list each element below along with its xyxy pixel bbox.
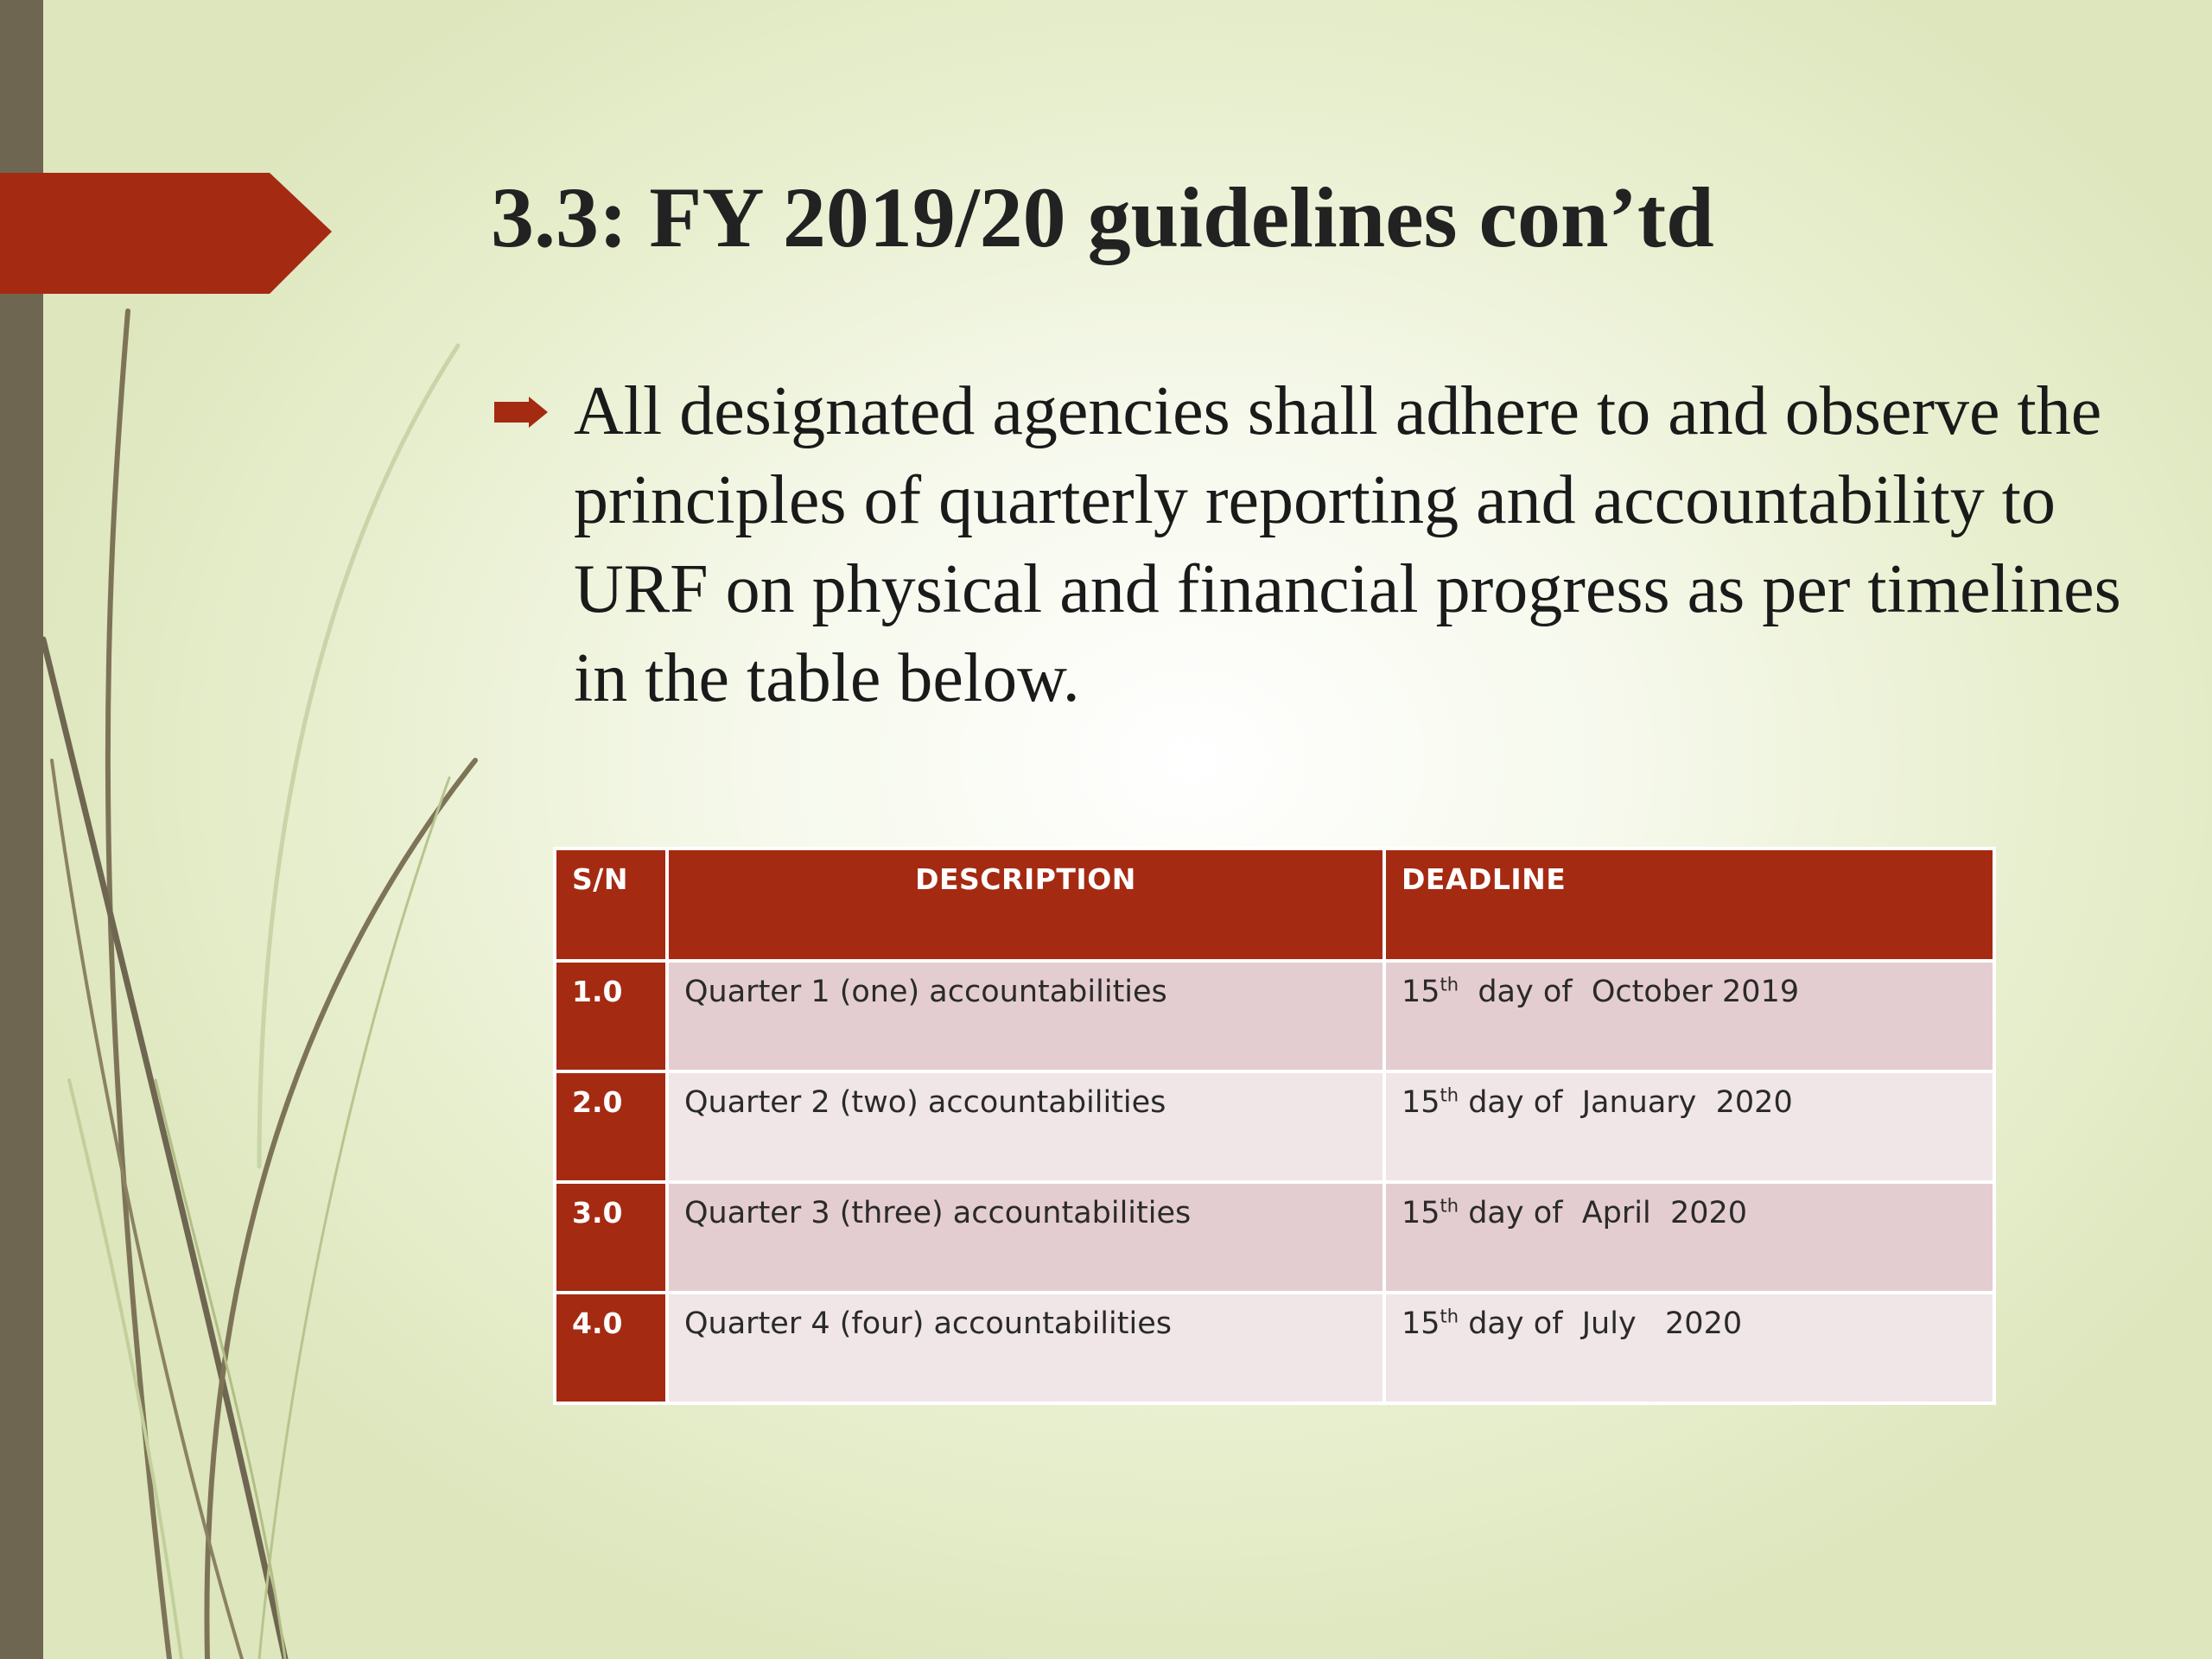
row-description: Quarter 4 (four) accountabilities (667, 1293, 1384, 1403)
deadline-day: 15 (1402, 975, 1440, 1009)
table-row (555, 1293, 1994, 1403)
left-accent-bar (0, 0, 43, 1659)
header-deadline: DEADLINE (1384, 849, 1994, 961)
header-sn: S/N (555, 849, 667, 961)
deadline-ordinal-suffix: th (1440, 1306, 1459, 1327)
title-arrow-banner (0, 173, 332, 294)
row-sn: 2.0 (555, 1071, 667, 1182)
table-row (555, 1182, 1994, 1293)
deadline-rest: day of January 2020 (1459, 1085, 1793, 1120)
row-description: Quarter 1 (one) accountabilities (667, 961, 1384, 1071)
deadline-ordinal-suffix: th (1440, 974, 1459, 995)
table-row (555, 1071, 1994, 1182)
row-sn: 3.0 (555, 1182, 667, 1293)
row-deadline (1384, 1071, 1994, 1182)
deadline-ordinal-suffix: th (1440, 1195, 1459, 1217)
row-description: Quarter 2 (two) accountabilities (667, 1071, 1384, 1182)
row-sn: 1.0 (555, 961, 667, 1071)
deadline-day: 15 (1402, 1306, 1440, 1341)
header-description: DESCRIPTION (667, 849, 1384, 961)
row-deadline (1384, 1293, 1994, 1403)
row-deadline (1384, 1182, 1994, 1293)
table-row (555, 961, 1994, 1071)
deadline-rest: day of October 2019 (1459, 975, 1800, 1009)
row-description: Quarter 3 (three) accountabilities (667, 1182, 1384, 1293)
bullet-text: All designated agencies shall adhere to and observe the principles of quarterly reporting and accountability to URF on physical and financial progress as per timelines in the table below. (574, 373, 2121, 716)
arrow-bullet-icon (494, 397, 548, 428)
table-header-row (555, 849, 1994, 961)
row-deadline (1384, 961, 1994, 1071)
accountability-schedule-table (553, 847, 1996, 1405)
deadline-day: 15 (1402, 1085, 1440, 1120)
deadline-ordinal-suffix: th (1440, 1084, 1459, 1106)
deadline-rest: day of April 2020 (1459, 1196, 1748, 1230)
deadline-day: 15 (1402, 1196, 1440, 1230)
row-sn: 4.0 (555, 1293, 667, 1403)
slide-title: 3.3: FY 2019/20 guidelines con’td (491, 169, 1714, 265)
grass-lines (43, 311, 475, 1659)
deadline-rest: day of July 2020 (1459, 1306, 1743, 1341)
